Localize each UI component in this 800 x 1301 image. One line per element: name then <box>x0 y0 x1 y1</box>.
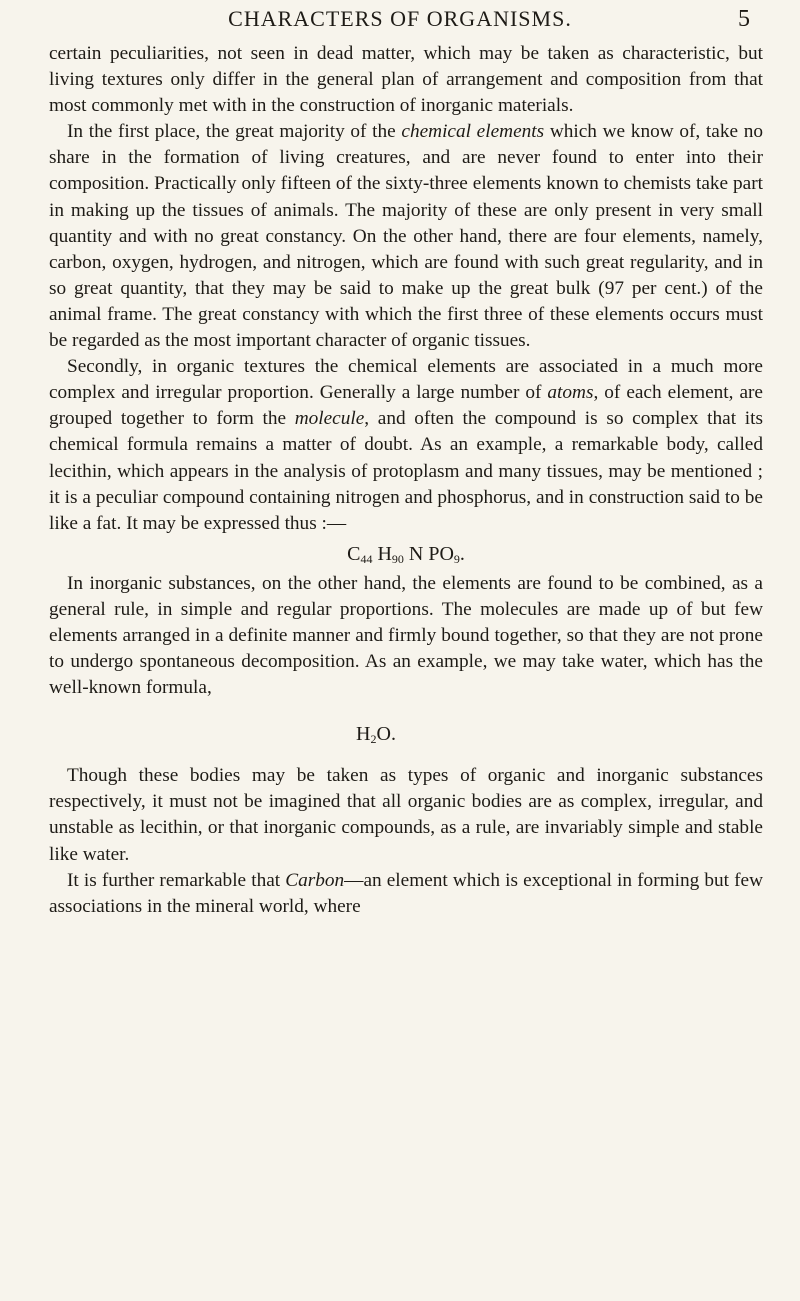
running-title: CHARACTERS OF ORGANISMS. <box>228 6 572 31</box>
paragraph-3: Secondly, in organic textures the chemical elements are associated in a much more complex and irregular proportion. Generally a large number of atoms, of each element, are grouped together to form the molecule, and often the compound is so complex that its chemical formula remains a matter of doubt. As an example, a remarkable body, called lecithin, which appears in the analysis of protoplasm and many tissues, may be mentioned ; it is a peculiar compound containing nitrogen and phosphorus, and in construction said to be like a fat. It may be expressed thus :— <box>49 356 763 534</box>
paragraph-6: It is further remarkable that Carbon—an element which is exceptional in forming but few associations in the mineral world, where <box>49 869 763 917</box>
page-number: 5 <box>738 6 750 32</box>
emphasis-atoms: atoms <box>547 382 594 404</box>
emphasis-chemical-elements: chemical elements <box>401 121 545 143</box>
paragraph-2: In the first place, the great majority of the chemical elements which we know of, take no share in the formation of living creatures, and are never found to enter into their composition. Practically only fifteen of the sixty-three elements known to chemists take part in making up the tissues of animals. The majority of these are only present in very small quantity and with no great constancy. On the other hand, there are four elements, namely, carbon, oxygen, hydrogen, and nitrogen, which are found with such great regularity, and in so great quantity, that they may be said to make up the great bulk (97 per cent.) of the animal frame. The great constancy with which the first three of these elements occurs must be regarded as the most important character of organic tissues. <box>49 121 763 352</box>
emphasis-carbon: Carbon <box>285 869 345 891</box>
emphasis-molecule: molecule <box>294 408 365 430</box>
paragraph-1: certain peculiarities, not seen in dead matter, which may be taken as characteristic, but living textures only differ in the general plan of arrangement and composition from that most commonly met with in the construction of inorganic materials. <box>49 43 763 117</box>
lecithin-formula: $C_{44}$ $H_{90}$ N $PO_9$. <box>347 542 465 566</box>
page-header <box>0 6 800 36</box>
paragraph-5: Though these bodies may be taken as types of organic and inorganic substances respectively, it must not be imagined that all organic bodies are as complex, irregular, and unstable as lecithin, or that inorganic compounds, as a rule, are invariably simple and stable like water. <box>49 765 763 865</box>
body-text <box>49 41 763 920</box>
paragraph-4: In inorganic substances, on the other hand, the elements are found to be combined, as a general rule, in simple and regular proportions. The molecules are made up of but few elements arranged in a definite manner and firmly bound together, so that they are not prone to undergo spontaneous decomposition. As an example, we may take water, which has the well-known formula, <box>49 572 763 699</box>
water-formula: $H_2O$. <box>356 723 396 747</box>
